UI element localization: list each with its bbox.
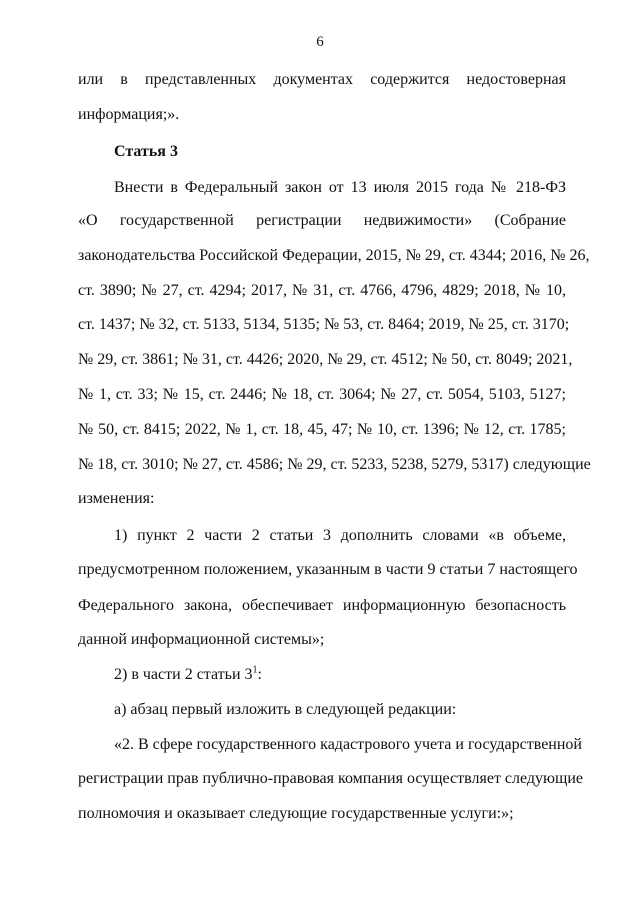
superscript-reference: 1: [252, 664, 258, 676]
article-3-intro-line-8: № 50, ст. 8415; 2022, № 1, ст. 18, 45, 47; № 10, ст. 1396; № 12, ст. 1785;: [78, 421, 566, 438]
page-number: 6: [316, 34, 324, 50]
item-1-line-4: данной информационной системы»;: [78, 631, 325, 648]
quoted-paragraph-line-2: регистрации прав публично-правовая компания осуществляет следующие: [78, 770, 583, 787]
paragraph-line-2: информация;».: [78, 106, 180, 123]
paragraph-line-1: или в представленных документах содержится недостоверная: [78, 71, 566, 88]
subitem-a-line: а) абзац первый изложить в следующей редакции:: [114, 701, 457, 718]
item-2-colon: :: [257, 666, 262, 683]
article-3-intro-line-6: № 29, ст. 3861; № 31, ст. 4426; 2020, № 29, ст. 4512; № 50, ст. 8049; 2021,: [78, 351, 573, 368]
item-1-line-2: предусмотренном положением, указанным в части 9 статьи 7 настоящего: [78, 561, 578, 578]
article-3-intro-line-2: «О государственной регистрации недвижимости» (Собрание: [78, 212, 566, 229]
item-1-line-3: Федерального закона, обеспечивает информационную безопасность: [78, 597, 566, 614]
quoted-paragraph-line-1: «2. В сфере государственного кадастрового учета и государственной: [114, 736, 582, 753]
article-3-intro-line-9: № 18, ст. 3010; № 27, ст. 4586; № 29, ст. 5233, 5238, 5279, 5317) следующие: [78, 456, 591, 473]
article-3-intro-line-7: № 1, ст. 33; № 15, ст. 2446; № 18, ст. 3064; № 27, ст. 5054, 5103, 5127;: [78, 386, 566, 403]
article-3-intro-line-4: ст. 3890; № 27, ст. 4294; 2017, № 31, ст. 4766, 4796, 4829; 2018, № 10,: [78, 282, 566, 299]
article-3-intro-line-3: законодательства Российской Федерации, 2015, № 29, ст. 4344; 2016, № 26,: [78, 247, 590, 264]
item-2-text: 2) в части 2 статьи 3: [114, 666, 253, 683]
article-3-intro-line-1: Внести в Федеральный закон от 13 июля 2015 года № 218-ФЗ: [114, 179, 566, 196]
quoted-paragraph-line-3: полномочия и оказывает следующие государственные услуги:»;: [78, 805, 514, 822]
article-3-intro-line-5: ст. 1437; № 32, ст. 5133, 5134, 5135; № 53, ст. 8464; 2019, № 25, ст. 3170;: [78, 316, 570, 333]
article-heading: Статья 3: [114, 143, 178, 160]
item-2-line: [114, 665, 566, 685]
article-3-intro-line-10: изменения:: [78, 490, 155, 507]
item-1-line-1: 1) пункт 2 части 2 статьи 3 дополнить словами «в объеме,: [114, 527, 566, 544]
